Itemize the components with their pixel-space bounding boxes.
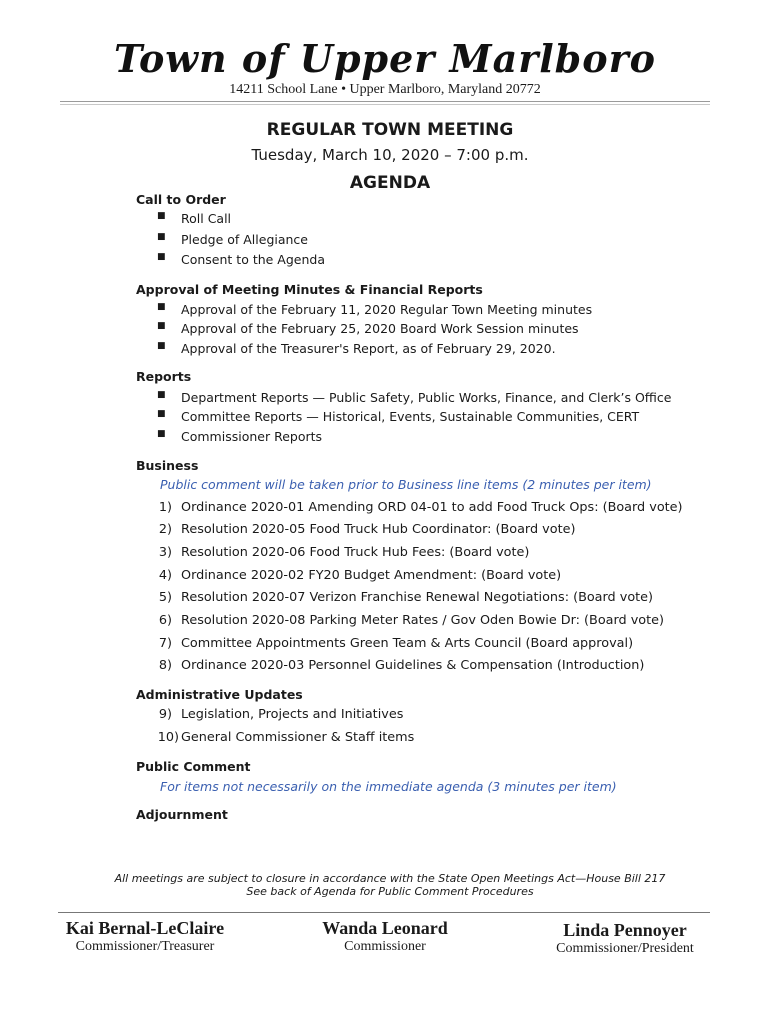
list-item <box>158 500 683 515</box>
list-item-text: Legislation, Projects and Initiatives <box>181 707 404 722</box>
list-item <box>158 707 404 722</box>
list-item <box>158 636 634 651</box>
town-name-heading: Town of Upper Marlboro <box>114 36 656 81</box>
list-item-text: Resolution 2020-08 Parking Meter Rates / Gov Oden Bowie Dr: (Board vote) <box>181 613 665 628</box>
list-item-text: Approval of the February 25, 2020 Board Work Session minutes <box>181 321 579 336</box>
item-number: 6) <box>158 613 172 628</box>
closure-notice-line-2: See back of Agenda for Public Comment Procedures <box>246 885 534 898</box>
commissioner-title: Commissioner <box>344 939 426 954</box>
item-number: 7) <box>158 636 172 651</box>
list-item <box>158 545 530 560</box>
signature-block <box>50 918 240 955</box>
item-number: 4) <box>158 568 172 583</box>
bullet-icon: ■ <box>157 429 166 439</box>
list-item-text: Approval of the Treasurer's Report, as of February 29, 2020. <box>181 341 556 356</box>
list-item-text: Ordinance 2020-02 FY20 Budget Amendment: (Board vote) <box>181 568 562 583</box>
bullet-icon: ■ <box>157 302 166 312</box>
list-item-text: Resolution 2020-05 Food Truck Hub Coordinator: (Board vote) <box>181 522 576 537</box>
item-number: 8) <box>158 658 172 673</box>
closure-notice <box>0 872 770 898</box>
item-number: 2) <box>158 522 172 537</box>
signature-block <box>290 918 480 955</box>
bullet-icon: ■ <box>157 211 166 221</box>
list-item <box>157 409 640 424</box>
bullet-icon: ■ <box>157 409 166 419</box>
section-heading-admin-updates: Administrative Updates <box>136 687 303 702</box>
list-item-text: Resolution 2020-07 Verizon Franchise Renewal Negotiations: (Board vote) <box>181 590 654 605</box>
list-item <box>157 252 326 267</box>
bullet-icon: ■ <box>157 232 166 242</box>
bullet-icon: ■ <box>157 321 166 331</box>
section-heading-public-comment: Public Comment <box>136 759 251 774</box>
list-item <box>158 568 562 583</box>
list-item-text: Roll Call <box>181 211 232 226</box>
section-heading-reports: Reports <box>136 369 192 384</box>
section-heading-call-to-order: Call to Order <box>136 192 226 207</box>
item-number: 9) <box>158 707 172 722</box>
list-item-text: Approval of the February 11, 2020 Regular Town Meeting minutes <box>181 302 593 317</box>
item-number: 5) <box>158 590 172 605</box>
header-divider-2 <box>60 104 710 105</box>
list-item <box>158 522 576 537</box>
closure-notice-line-1: All meetings are subject to closure in accordance with the State Open Meetings Act—House Bill 217 <box>114 872 666 885</box>
section-heading-business: Business <box>136 458 199 473</box>
list-item-text: Resolution 2020-06 Food Truck Hub Fees: (Board vote) <box>181 545 530 560</box>
list-item <box>157 390 672 405</box>
list-item <box>157 429 323 444</box>
signature-block <box>530 920 720 957</box>
section-heading-adjournment: Adjournment <box>136 807 228 822</box>
town-address: 14211 School Lane • Upper Marlboro, Maryland 20772 <box>229 82 541 97</box>
list-item-text: Pledge of Allegiance <box>181 232 308 247</box>
list-item <box>157 302 593 317</box>
item-number: 1) <box>158 500 172 515</box>
public-comment-note: For items not necessarily on the immediate agenda (3 minutes per item) <box>160 779 617 794</box>
list-item-text: Department Reports — Public Safety, Public Works, Finance, and Clerk’s Office <box>181 390 672 405</box>
commissioner-name: Kai Bernal-LeClaire <box>65 918 225 938</box>
section-heading-approval: Approval of Meeting Minutes & Financial Reports <box>136 282 483 297</box>
bullet-icon: ■ <box>157 341 166 351</box>
business-comment-note: Public comment will be taken prior to Business line items (2 minutes per item) <box>160 477 652 492</box>
commissioner-name: Wanda Leonard <box>322 918 448 938</box>
commissioner-title: Commissioner/Treasurer <box>75 939 215 954</box>
commissioner-title: Commissioner/President <box>556 941 694 956</box>
meeting-date: Tuesday, March 10, 2020 – 7:00 p.m. <box>251 146 529 164</box>
item-number: 3) <box>158 545 172 560</box>
list-item-text: Ordinance 2020-03 Personnel Guidelines & Compensation (Introduction) <box>181 658 645 673</box>
list-item-text: Committee Appointments Green Team & Arts Council (Board approval) <box>181 636 634 651</box>
list-item-text: Commissioner Reports <box>181 429 323 444</box>
list-item-text: General Commissioner & Staff items <box>181 730 415 745</box>
list-item <box>158 613 665 628</box>
list-item <box>157 730 415 745</box>
item-number: 10) <box>157 730 179 745</box>
footer-divider <box>58 912 710 913</box>
meeting-title: REGULAR TOWN MEETING <box>266 120 514 140</box>
bullet-icon: ■ <box>157 390 166 400</box>
list-item <box>158 590 654 605</box>
list-item-text: Consent to the Agenda <box>181 252 326 267</box>
list-item <box>157 211 232 226</box>
list-item <box>158 658 645 673</box>
list-item-text: Ordinance 2020-01 Amending ORD 04-01 to add Food Truck Ops: (Board vote) <box>181 500 683 515</box>
list-item-text: Committee Reports — Historical, Events, Sustainable Communities, CERT <box>181 409 640 424</box>
bullet-icon: ■ <box>157 252 166 262</box>
list-item <box>157 341 556 356</box>
list-item <box>157 321 579 336</box>
list-item <box>157 232 308 247</box>
commissioner-name: Linda Pennoyer <box>563 920 687 940</box>
agenda-label: AGENDA <box>349 173 431 193</box>
header-divider <box>60 101 710 102</box>
